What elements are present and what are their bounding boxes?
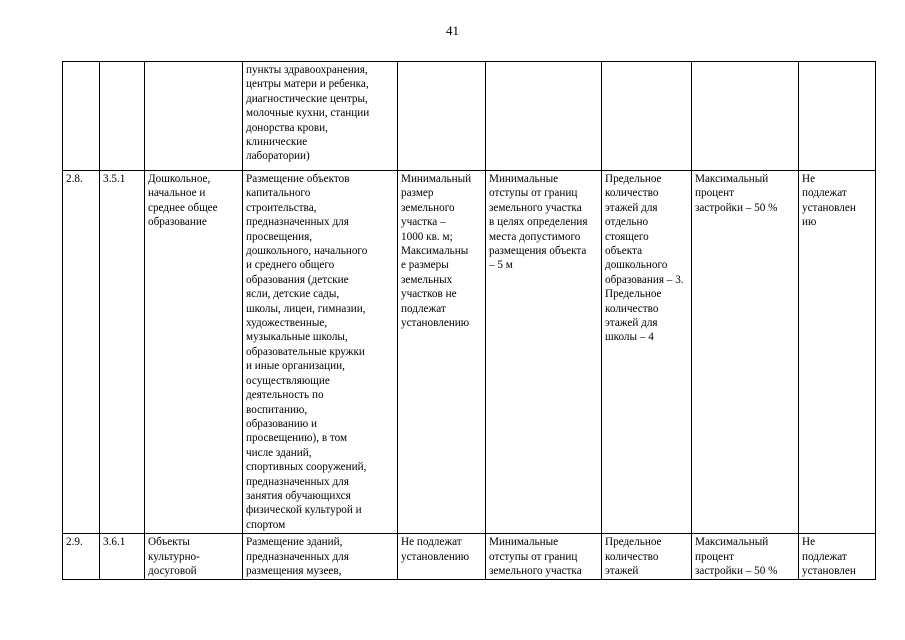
setbacks-cell: Минимальные отступы от границ земельного участка — [486, 534, 602, 580]
floors-cell: Предельное количество этажей — [602, 534, 692, 580]
plot-size-cell: Не подлежат установлению — [398, 534, 486, 580]
floors-cell — [602, 62, 692, 171]
table-row — [63, 62, 876, 171]
use-description-cell: пункты здравоохранения, центры матери и ребенка, диагностические центры, молочные кухни, станции донорства крови, клинические лаборатории) — [243, 62, 398, 171]
land-use-regulations-table — [62, 61, 876, 580]
setbacks-cell: Минимальные отступы от границ земельного участка в целях определения места допустимого размещения объекта – 5 м — [486, 171, 602, 534]
plot-size-cell — [398, 62, 486, 171]
code-cell: 3.6.1 — [100, 534, 145, 580]
page-number: 41 — [446, 23, 459, 38]
plot-size-cell: Минимальный размер земельного участка – 1000 кв. м; Максимальны е размеры земельных участков не подлежат установлению — [398, 171, 486, 534]
other-cell: Не подлежат установлен ию — [799, 171, 876, 534]
code-cell: 3.5.1 — [100, 171, 145, 534]
row-number-cell — [63, 62, 100, 171]
row-number-cell: 2.8. — [63, 171, 100, 534]
coverage-cell: Максимальный процент застройки – 50 % — [692, 171, 799, 534]
table-row — [63, 171, 876, 534]
use-name-cell: Объекты культурно- досуговой — [145, 534, 243, 580]
use-name-cell: Дошкольное, начальное и среднее общее образование — [145, 171, 243, 534]
coverage-cell — [692, 62, 799, 171]
coverage-cell: Максимальный процент застройки – 50 % — [692, 534, 799, 580]
use-description-cell: Размещение объектов капитального строительства, предназначенных для просвещения, дошкольного, начального и среднего общего образования (детские ясли, детские сады, школы, лицеи, гимназии, художественные, музыкальные школы, образовательные кружки и иные организации, осуществляющие деятельность по воспитанию, образованию и просвещению), в том числе зданий, спортивных сооружений, предназначенных для занятия обучающихся физической культурой и спортом — [243, 171, 398, 534]
table-row — [63, 534, 876, 580]
use-name-cell — [145, 62, 243, 171]
setbacks-cell — [486, 62, 602, 171]
row-number-cell: 2.9. — [63, 534, 100, 580]
other-cell — [799, 62, 876, 171]
code-cell — [100, 62, 145, 171]
use-description-cell: Размещение зданий, предназначенных для размещения музеев, — [243, 534, 398, 580]
floors-cell: Предельное количество этажей для отдельно стоящего объекта дошкольного образования – 3. Предельное количество этажей для школы – 4 — [602, 171, 692, 534]
other-cell: Не подлежат установлен — [799, 534, 876, 580]
